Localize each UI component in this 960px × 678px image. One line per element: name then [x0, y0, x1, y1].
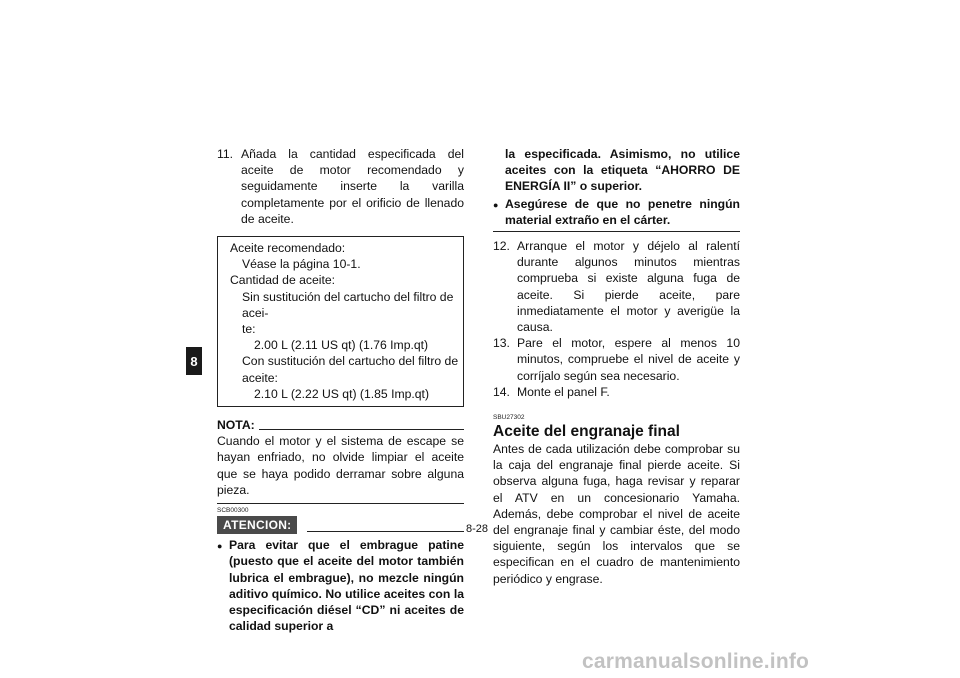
- spec-line: 2.10 L (2.22 US qt) (1.85 Imp.qt): [254, 386, 429, 401]
- step-text: Pare el motor, espere al menos 10 minutos, compruebe el nivel de aceite y corríjalo según sea necesario.: [517, 336, 740, 383]
- nota-label: NOTA:: [217, 418, 255, 433]
- bullet-icon: ●: [493, 199, 499, 210]
- section-text: Antes de cada utilización debe comprobar su la caja del engranaje final pierde aceite. Si observa alguna fuga, haga revisar y reparar el ATV en un concesionario Yamaha. Además, debe comprobar el nivel de aceite del engranaje final y cambiar éste, del modo siguiente, según los intervalos que se especifican en el cuadro de mantenimiento periódico y engrase.: [493, 442, 740, 586]
- watermark: carmanualsonline.info: [582, 650, 810, 673]
- section-title: Aceite del engranaje final: [493, 423, 680, 441]
- step-12: [493, 238, 740, 335]
- spec-line: Véase la página 10-1.: [242, 257, 361, 272]
- spec-line: Cantidad de aceite:: [230, 273, 336, 288]
- spec-line: Con sustitución del cartucho del filtro de: [242, 354, 459, 369]
- nota-text: Cuando el motor y el sistema de escape se hayan enfriado, no olvide limpiar el aceite que se haya podido derramar sobre alguna pieza.: [217, 434, 464, 497]
- step-14: [493, 384, 740, 400]
- step-text: Monte el panel F.: [517, 384, 610, 399]
- page-number: 8-28: [466, 523, 489, 535]
- spec-line: Sin sustitución del cartucho del filtro de acei-: [242, 289, 454, 320]
- section-code: SBU27302: [493, 414, 525, 422]
- bullet-continued-text: la especificada. Asimismo, no utilice aceites con la etiqueta “AHORRO DE ENERGÍA II” o superior.: [505, 147, 740, 194]
- caution-end-rule: [493, 231, 740, 232]
- bullet-text: Asegúrese de que no penetre ningún material extraño en el cárter.: [505, 196, 740, 227]
- spec-box: [217, 236, 464, 407]
- nota-rule: [259, 429, 464, 430]
- step-number: 12.: [493, 239, 510, 254]
- chapter-tab: 8: [186, 347, 202, 375]
- nota-heading: [217, 417, 464, 433]
- step-text: Arranque el motor y déjelo al ralentí durante algunos minutos mientras comprueba si existe alguna fuga de aceite. Si pierde aceite, pare inmediatamente el motor y averigüe la causa.: [517, 239, 740, 335]
- step-text: Añada la cantidad especificada del aceite de motor recomendado y seguidamente inserte la varilla completamente por el orificio de llenado de aceite.: [241, 147, 464, 226]
- spec-line: te:: [242, 322, 256, 337]
- spec-line: aceite:: [242, 370, 278, 385]
- caution-bullet: [493, 196, 740, 228]
- step-number: 14.: [493, 384, 510, 399]
- caution-label: ATENCION:: [217, 516, 297, 534]
- caution-bullet: [217, 537, 464, 634]
- spec-line: Aceite recomendado:: [230, 241, 346, 256]
- step-number: 11.: [217, 147, 234, 161]
- step-11: [217, 146, 464, 227]
- nota-end-rule: [217, 503, 464, 504]
- caution-heading: [217, 516, 464, 534]
- bullet-text: Para evitar que el embrague patine (puesto que el aceite del motor también lubrica el embrague), no mezcle ningún aditivo químico. No utilice aceites con la especificación diésel “CD” ni aceites de calidad superior a: [229, 538, 464, 634]
- step-13: [493, 335, 740, 384]
- caution-rule: [307, 531, 464, 532]
- bullet-icon: ●: [217, 541, 223, 552]
- caution-code: SCB00300: [217, 507, 249, 515]
- left-column: [217, 146, 464, 634]
- step-number: 13.: [493, 336, 510, 351]
- right-column: [493, 146, 740, 587]
- spec-line: 2.00 L (2.11 US qt) (1.76 Imp.qt): [254, 338, 429, 353]
